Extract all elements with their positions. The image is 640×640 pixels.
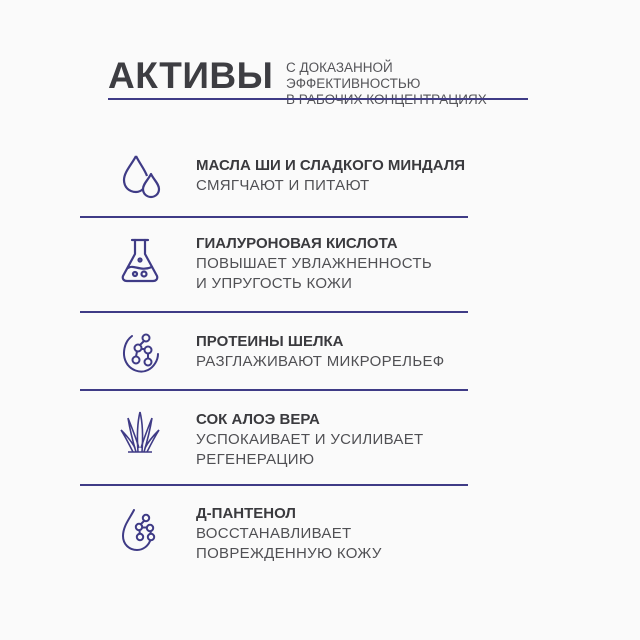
- page-subtitle: С ДОКАЗАННОЙ ЭФФЕКТИВНОСТЬЮ: [286, 60, 421, 91]
- item-title: СОК АЛОЭ ВЕРА: [196, 411, 320, 428]
- item-title: Д-ПАНТЕНОЛ: [196, 505, 296, 522]
- list-item-panthenol: [110, 498, 468, 568]
- item-description: РАЗГЛАЖИВАЮТ МИКРОРЕЛЬЕФ: [196, 353, 445, 370]
- item-title: ПРОТЕИНЫ ШЕЛКА: [196, 333, 344, 350]
- header-divider: [108, 98, 528, 100]
- page-title: АКТИВЫ: [108, 55, 274, 96]
- divider: [80, 484, 468, 486]
- item-description: ВОССТАНАВЛИВАЕТ ПОВРЕЖДЕННУЮ КОЖУ: [196, 525, 382, 562]
- divider: [80, 389, 468, 391]
- item-title: МАСЛА ШИ И СЛАДКОГО МИНДАЛЯ: [196, 157, 466, 174]
- item-description: УСПОКАИВАЕТ И УСИЛИВАЕТ РЕГЕНЕРАЦИЮ: [196, 431, 424, 468]
- list-item-aloe: [110, 402, 468, 472]
- header: [108, 52, 528, 102]
- oil-drops-icon: [118, 152, 162, 200]
- molecule-icon: [118, 328, 162, 376]
- flask-icon: [118, 236, 162, 284]
- divider: [80, 311, 468, 313]
- item-description: ПОВЫШАЕТ УВЛАЖНЕННОСТЬ И УПРУГОСТЬ КОЖИ: [196, 255, 432, 292]
- list-item-hyaluronic: [110, 228, 468, 298]
- item-title: ГИАЛУРОНОВАЯ КИСЛОТА: [196, 235, 398, 252]
- list-item-silk-proteins: [110, 324, 468, 384]
- aloe-icon: [118, 408, 162, 456]
- list-item-oils: [110, 148, 468, 208]
- item-description: СМЯГЧАЮТ И ПИТАЮТ: [196, 177, 370, 194]
- divider: [80, 216, 468, 218]
- drop-molecule-icon: [118, 506, 162, 554]
